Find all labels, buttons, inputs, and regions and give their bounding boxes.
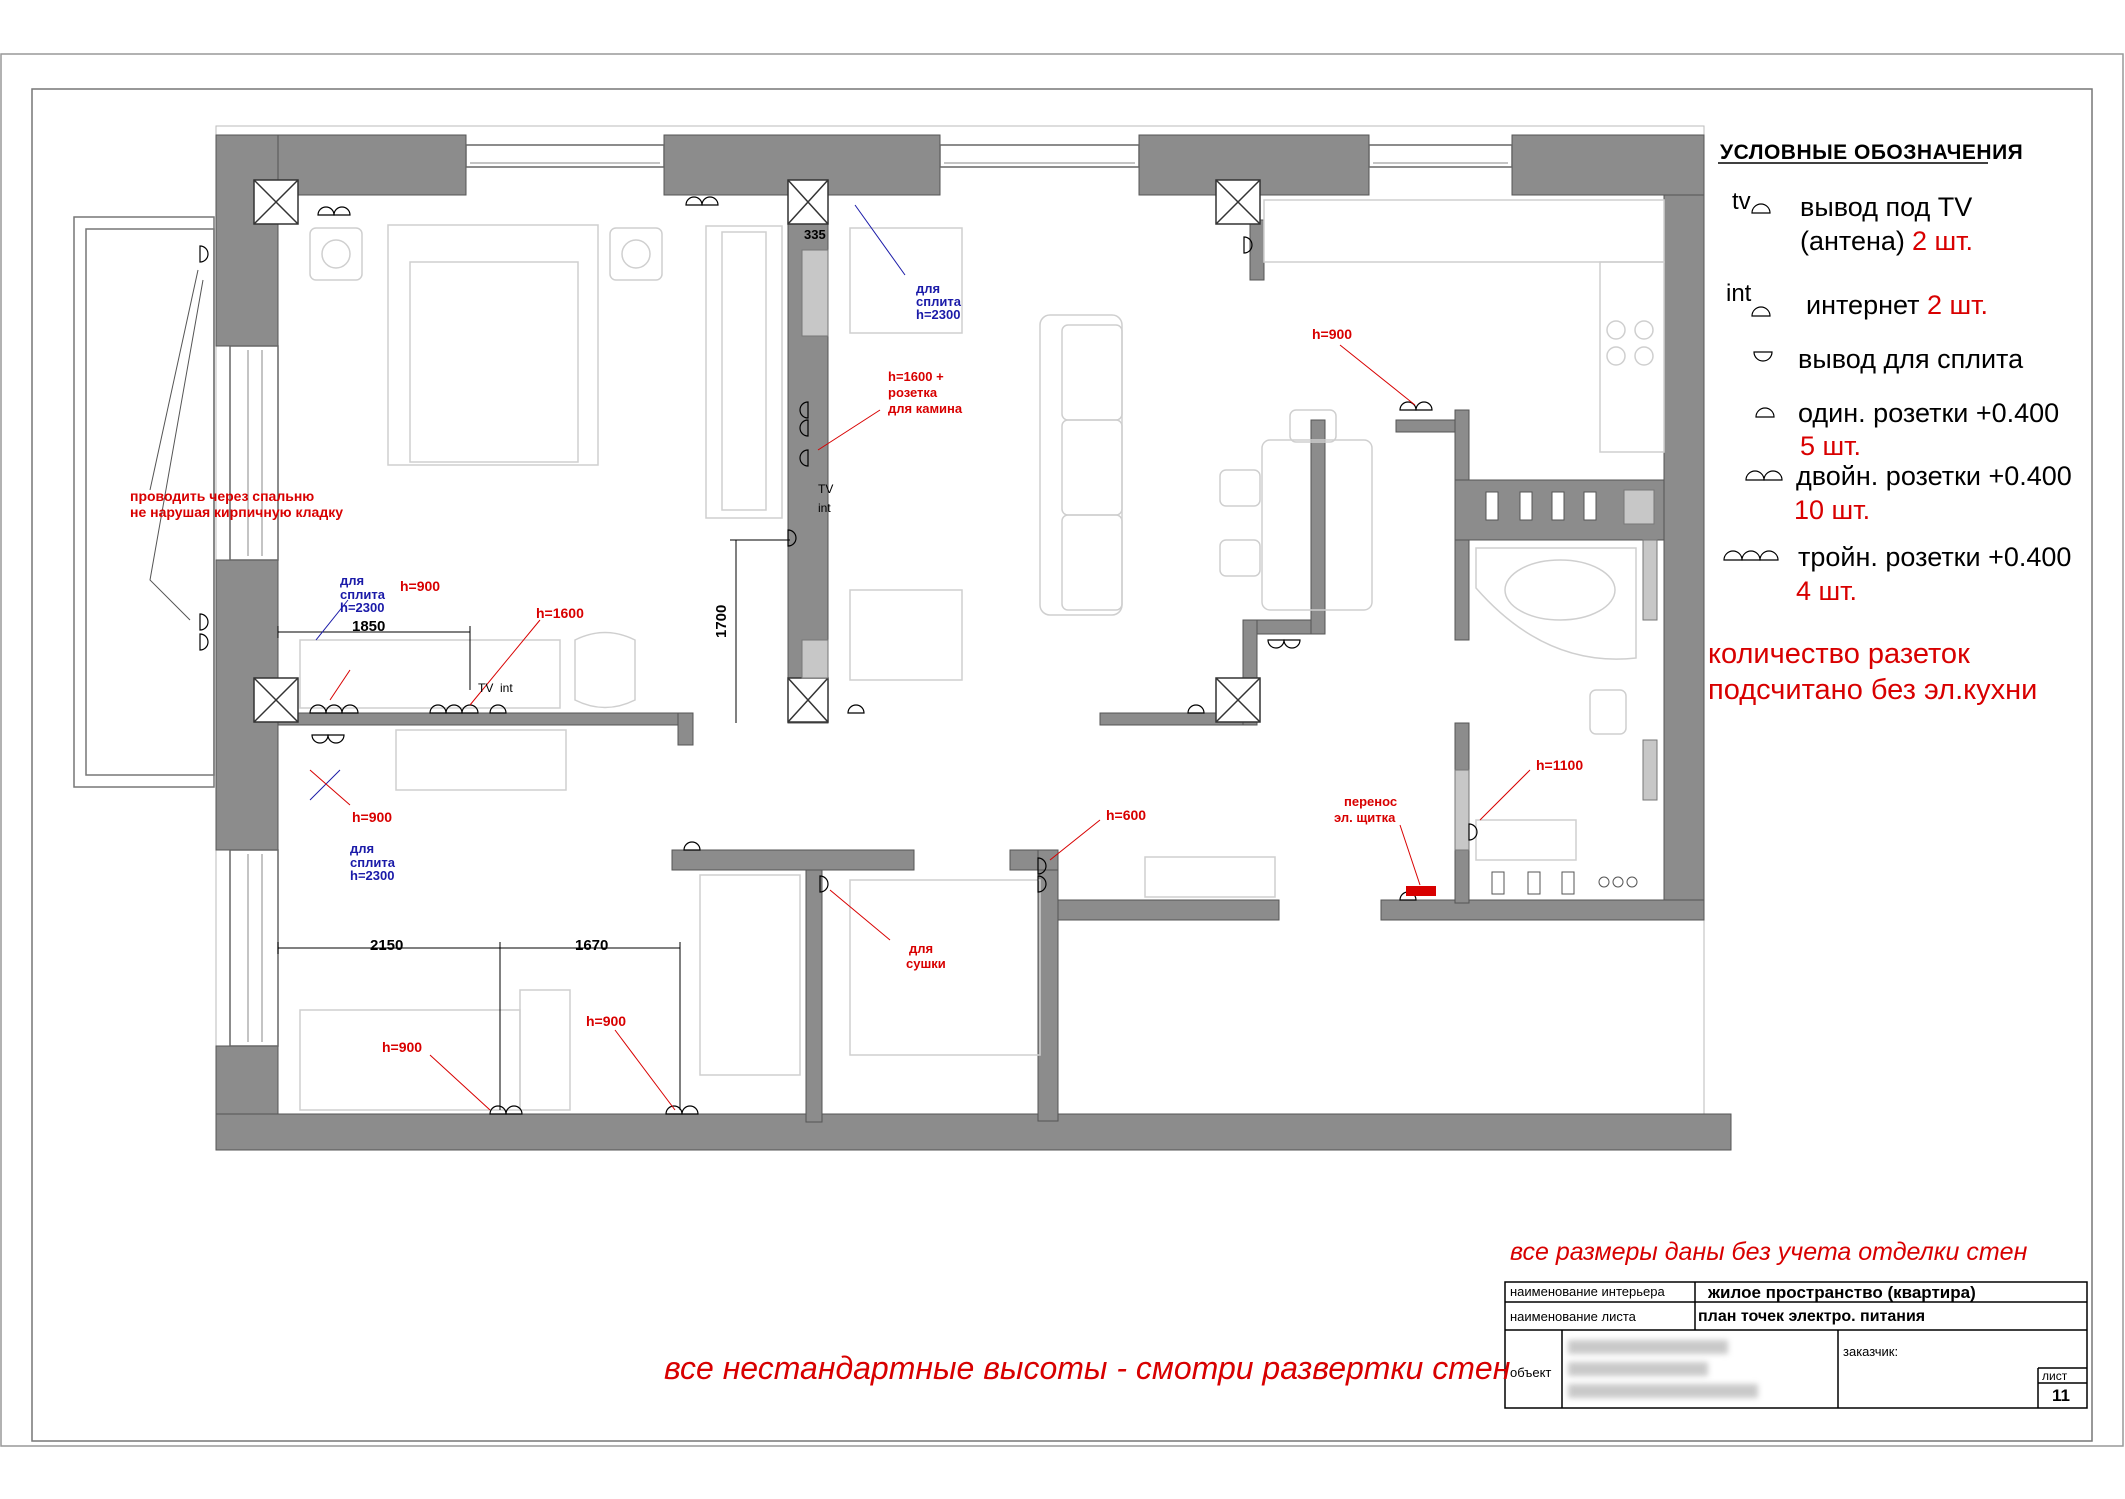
dimension-335: 335 <box>804 227 826 242</box>
note-non-standard: все нестандартные высоты - смотри развертки стен <box>664 1350 1511 1386</box>
panel-move-1: перенос <box>1344 794 1398 809</box>
outlet-symbols <box>200 197 1477 1114</box>
hatched-insets <box>802 250 1657 850</box>
legend-tv-line1: вывод под TV <box>1800 192 1973 222</box>
split-top-1: для <box>916 281 941 296</box>
dimension-1850: 1850 <box>352 618 386 635</box>
title-sheet-word: лист <box>2042 1369 2068 1383</box>
plan-outline <box>216 126 1704 1150</box>
bath-h1100: h=1100 <box>1536 757 1584 773</box>
dimension-1670: 1670 <box>575 937 609 954</box>
walls <box>216 135 1731 1150</box>
legend-tv-count: 2 шт. <box>1912 226 1974 256</box>
title-sheet-number: 11 <box>2052 1386 2070 1405</box>
dryer-2: сушки <box>906 956 946 971</box>
int-outlet-label: int <box>500 681 513 695</box>
object-redacted-3 <box>1568 1384 1758 1398</box>
legend-tv-prefix: tv <box>1732 188 1751 215</box>
legend-title: УСЛОВНЫЕ ОБОЗНАЧЕНИЯ <box>1720 141 2024 164</box>
split-bottom-3: h=2300 <box>350 868 395 883</box>
split-left-1: для <box>340 573 365 588</box>
legend-double-count: 10 шт. <box>1794 495 1871 525</box>
legend-int-prefix: int <box>1726 280 1752 307</box>
split-left-2: сплита <box>340 587 385 602</box>
fireplace-2: розетка <box>888 385 938 400</box>
living-h1600: h=1600 <box>536 605 584 621</box>
legend-int-count: 2 шт. <box>1927 290 1989 320</box>
tv-wall-label: TV <box>818 482 834 496</box>
legend-int-line1: интернет <box>1806 290 1920 320</box>
split-bottom-1: для <box>350 841 375 856</box>
split-left-3: h=2300 <box>340 600 385 615</box>
dryer-1: для <box>909 941 934 956</box>
object-redacted-2 <box>1568 1362 1708 1376</box>
dimension-2150: 2150 <box>370 937 404 954</box>
room-h900-b: h=900 <box>586 1013 627 1029</box>
title-interior-label: наименование интерьера <box>1510 1284 1665 1299</box>
split-top-3: h=2300 <box>916 307 961 322</box>
legend-single-line1: один. розетки +0.400 <box>1798 398 2060 428</box>
note-no-finish: все размеры даны без учета отделки стен <box>1510 1238 2028 1266</box>
legend-split-line1: вывод для сплита <box>1798 344 2024 374</box>
tv-outlet-label: TV <box>478 681 494 695</box>
legend-tv-line2: (антена) <box>1800 226 1905 256</box>
through-bedroom-1: проводить через спальню <box>130 488 315 504</box>
legend-double-line1: двойн. розетки +0.400 <box>1796 461 2072 491</box>
title-interior-value: жилое пространство (квартира) <box>1708 1283 1976 1302</box>
dimension-1700: 1700 <box>713 604 730 638</box>
fireplace-1: h=1600 + <box>888 369 944 384</box>
int-wall-label: int <box>818 501 831 515</box>
legend-symbols <box>1724 204 1782 560</box>
split-top-2: сплита <box>916 294 961 309</box>
title-object-label: объект <box>1510 1365 1552 1380</box>
through-bedroom-2: не нарушая кирпичную кладку <box>130 504 344 520</box>
fireplace-3: для камина <box>888 401 963 416</box>
furniture <box>300 200 1664 1110</box>
hall-h900: h=900 <box>352 809 393 825</box>
room-h900-a: h=900 <box>382 1039 423 1055</box>
object-redacted-1 <box>1568 1340 1728 1354</box>
title-sheet-value: план точек электро. питания <box>1698 1308 1926 1325</box>
hall-h600: h=600 <box>1106 807 1147 823</box>
legend-triple-line1: тройн. розетки +0.400 <box>1798 542 2072 572</box>
title-sheet-label: наименование листа <box>1510 1309 1636 1324</box>
legend-triple-count: 4 шт. <box>1796 576 1858 606</box>
living-h900: h=900 <box>400 578 441 594</box>
title-customer-label: заказчик: <box>1843 1344 1899 1359</box>
panel-move-2: эл. щитка <box>1334 810 1396 825</box>
panel-marker <box>1406 886 1436 896</box>
kitchen-h900: h=900 <box>1312 326 1353 342</box>
legend-note-line2: подсчитано без эл.кухни <box>1708 674 2038 706</box>
legend-single-count: 5 шт. <box>1800 431 1862 461</box>
split-bottom-2: сплита <box>350 855 395 870</box>
bath-vents <box>1486 492 1637 894</box>
legend-note-line1: количество разеток <box>1708 638 1970 670</box>
